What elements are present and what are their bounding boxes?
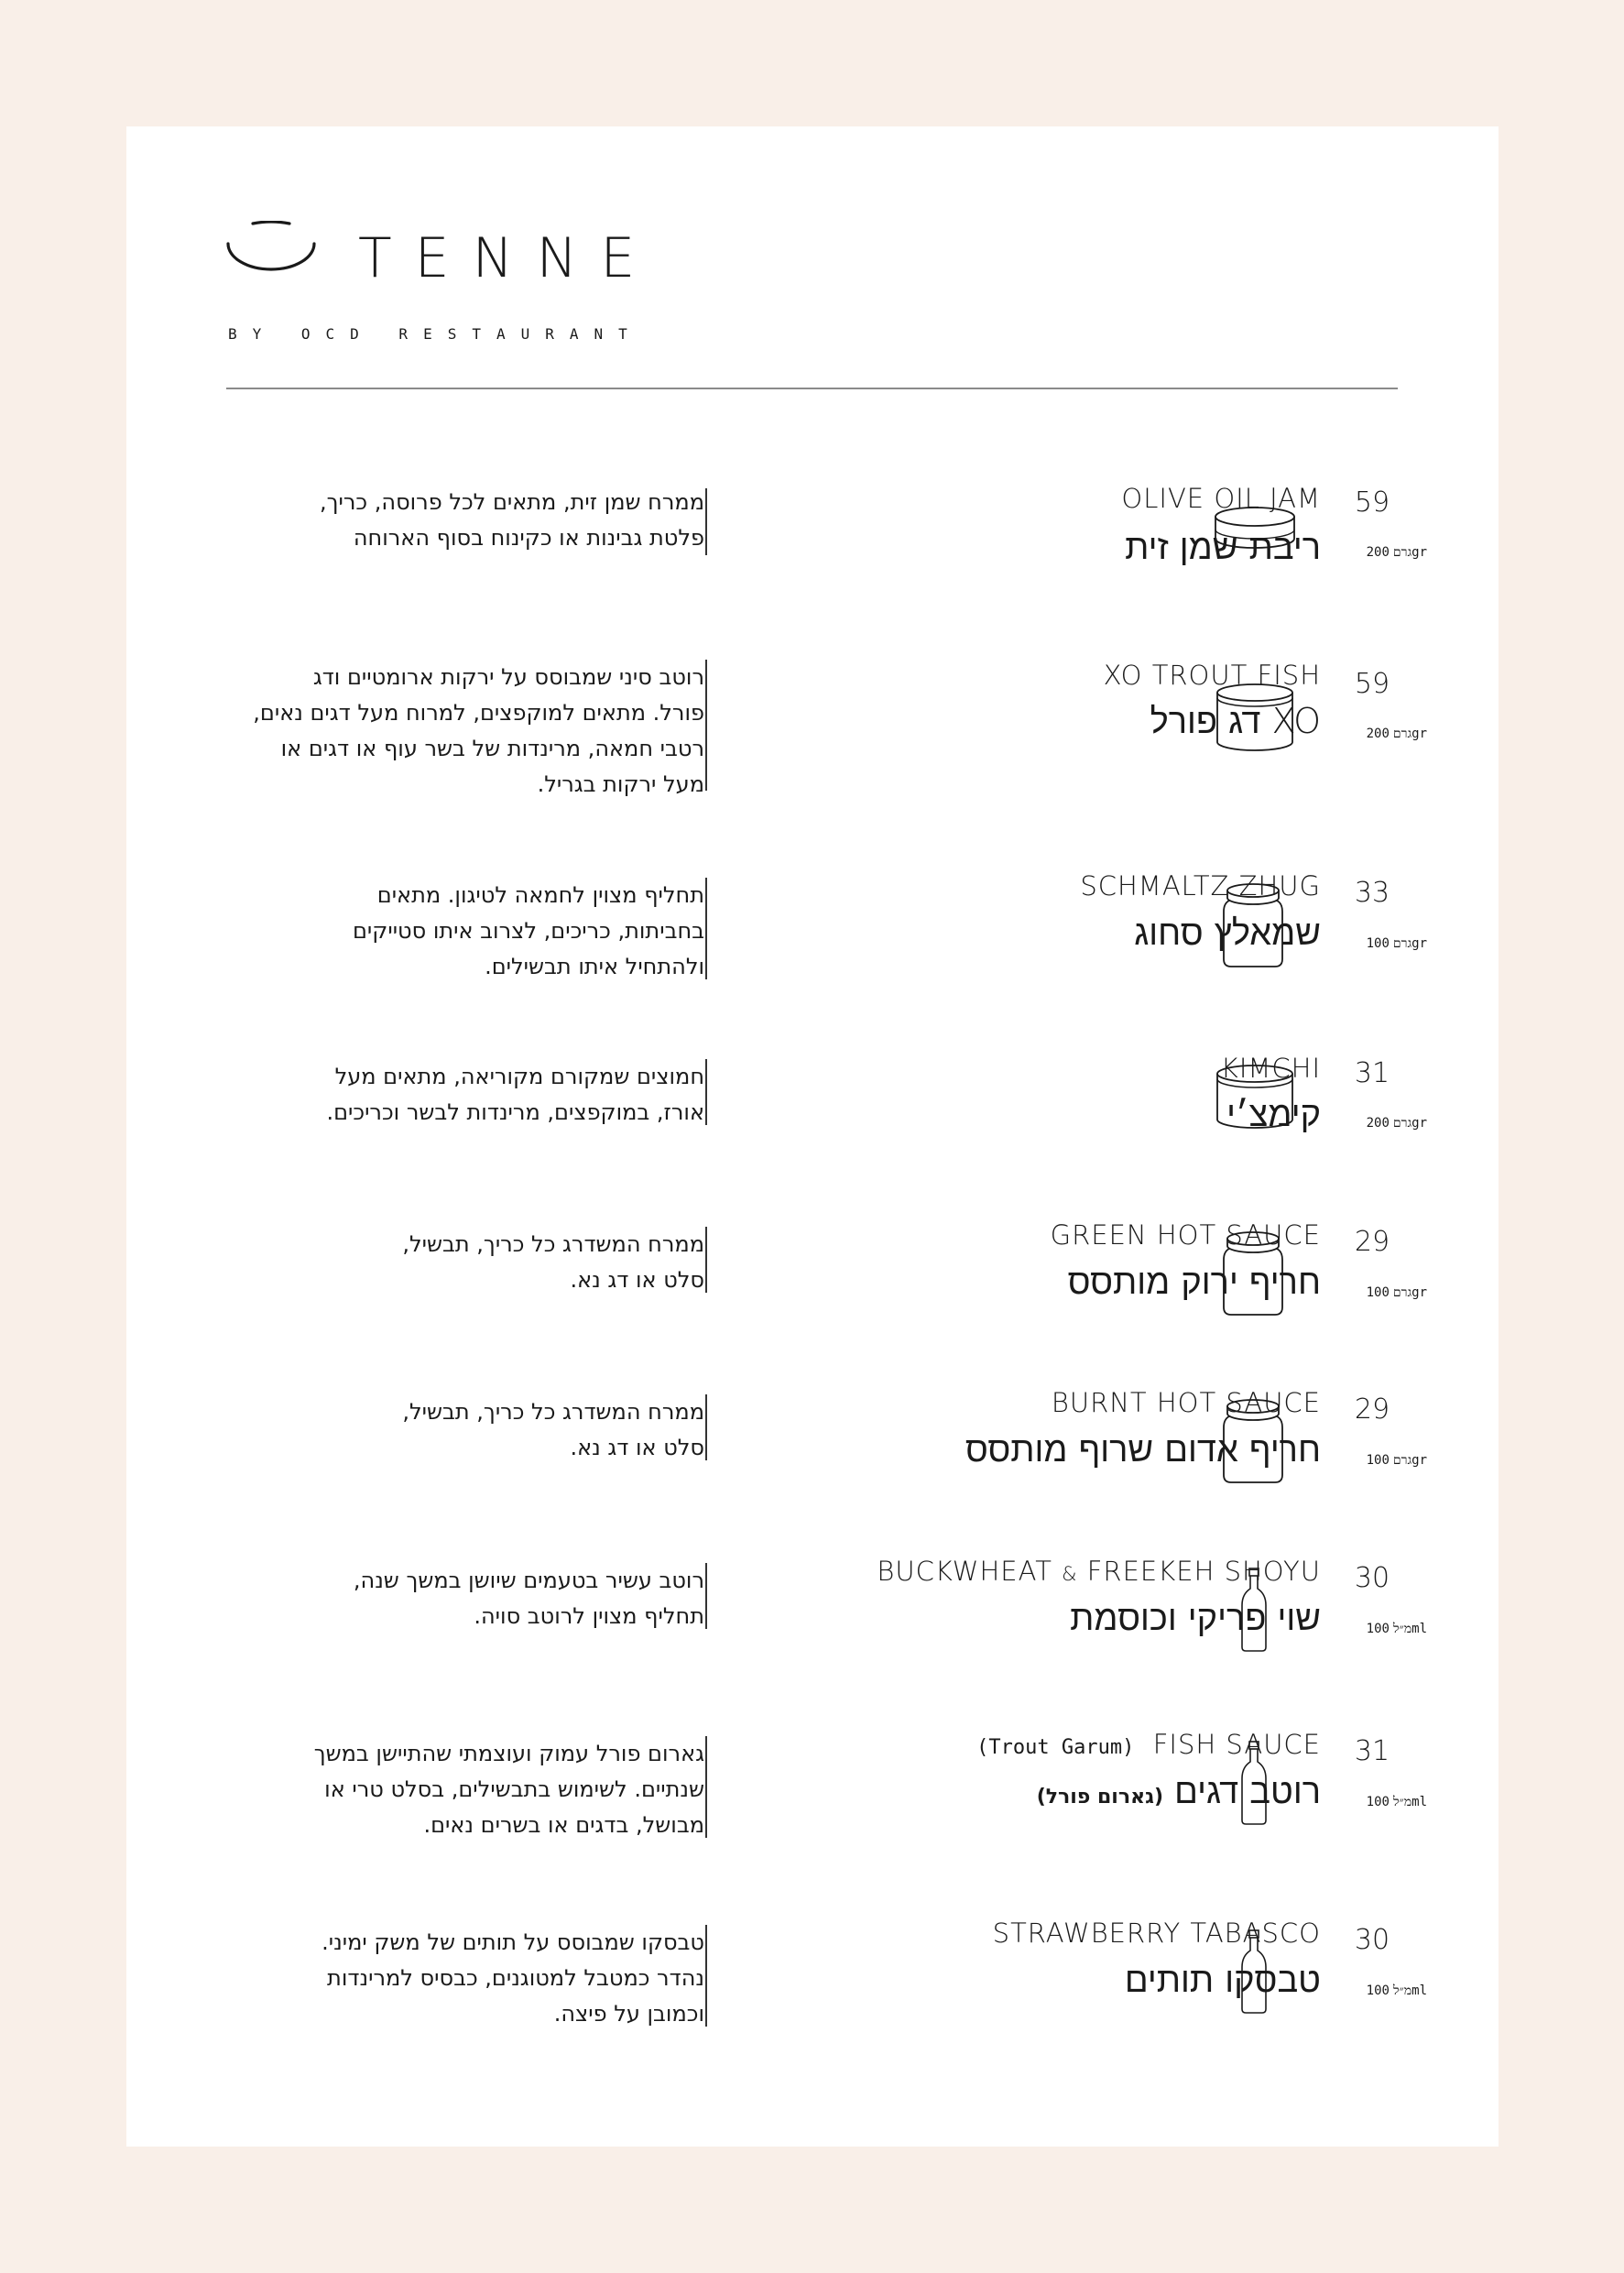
tin-icon — [1212, 1063, 1298, 1136]
jar-icon — [1221, 882, 1285, 970]
item-quantity: מ״ל100ml — [1366, 1983, 1427, 1998]
tenne-logo-icon — [225, 221, 317, 272]
item-name-he: חריף ירוק מותסס — [1067, 1262, 1321, 1302]
item-price: 30 — [1354, 1924, 1390, 1956]
item-price: 31 — [1354, 1735, 1390, 1767]
item-name-en: KIMCHI — [1220, 1053, 1321, 1084]
item-quantity: גרם100gr — [1366, 1453, 1427, 1468]
item-name-en: BUCKWHEAT & FREEKEH SHOYU — [877, 1556, 1321, 1587]
jar-icon — [1221, 1398, 1285, 1486]
tin-icon — [1212, 505, 1298, 556]
item-price: 29 — [1354, 1226, 1390, 1258]
item-quantity: גרם200gr — [1366, 1116, 1427, 1131]
item-name-he: קימצ׳י — [1226, 1094, 1321, 1134]
brand-tagline: BY OCD RESTAURANT — [228, 325, 643, 343]
item-price: 30 — [1354, 1562, 1390, 1594]
jar-icon — [1221, 1230, 1285, 1318]
item-price: 29 — [1354, 1393, 1390, 1426]
item-quantity: גרם200gr — [1366, 545, 1427, 560]
item-name-he: חריף אדום שרוף מותסס — [965, 1429, 1321, 1470]
item-name-en: SCHMALTZ ZHUG — [1080, 870, 1321, 902]
item-name-he: רוטב דגים (גארום פורל) — [1036, 1771, 1321, 1811]
item-quantity: גרם200gr — [1366, 727, 1427, 741]
item-name-he: XO דג פורל — [1150, 701, 1321, 741]
item-name-en: (Trout Garum) FISH SAUCE — [976, 1729, 1321, 1760]
item-description: ממרח המשדרג כל כריך, תבשיל, סלט או דג נא. — [402, 1231, 704, 1293]
item-price: 33 — [1354, 877, 1390, 909]
item-description: ממרח שמן זית, מתאים לכל פרוסה, כריך, פלטת גבינות או כקינוח בסוף הארוחה — [320, 489, 704, 551]
item-name-en: GREEN HOT SAUCE — [1050, 1219, 1321, 1251]
item-description: חמוצים שמקורם מקוריאה, מתאים מעל אורז, במוקפצים, מרינדות לבשר וכריכים. — [326, 1064, 704, 1125]
item-description: תחליף מצוין לחמאה לטיגון. מתאים בחביתות, כריכים, לצרוב איתו סטייקים ולהתחיל איתו תבשילים. — [353, 882, 704, 979]
item-price: 59 — [1354, 668, 1390, 700]
item-description: רוטב עשיר בטעמים שיושן במשך שנה, תחליף מצוין לרוטב סויה. — [353, 1568, 704, 1629]
menu-sheet — [126, 126, 1499, 2147]
tin-icon — [1212, 682, 1298, 759]
item-name-he: טבסקו תותים — [1124, 1960, 1321, 2000]
brand-name: TENNE — [358, 226, 659, 290]
item-name-he: שמאלץ סחוג — [1134, 912, 1321, 953]
item-description: טבסקו שמבוסס על תותים של משק ימיני. נהדר כמטבל למטוגנים, כבסיס למרינדות וכמובן על פיצה. — [322, 1929, 704, 2027]
item-quantity: מ״ל100ml — [1366, 1622, 1427, 1636]
bottle-icon — [1239, 1567, 1269, 1653]
item-quantity: גרם100gr — [1366, 1285, 1427, 1300]
item-price: 31 — [1354, 1057, 1390, 1089]
item-name-en: STRAWBERRY TABASCO — [992, 1918, 1321, 1949]
item-name-he: שוי פריקי וכוסמת — [1070, 1598, 1321, 1638]
item-name-en: XO TROUT FISH — [1103, 660, 1321, 691]
item-description: ממרח המשדרג כל כריך, תבשיל, סלט או דג נא. — [402, 1399, 704, 1460]
item-name-he: ריבת שמן זית — [1125, 527, 1321, 567]
item-description: גארום פורל עמוק ועוצמתי שהתיישן במשך שנתיים. לשימוש בתבשילים, בסלט טרי או מבושל, בדגים או בשרים נאים. — [313, 1741, 704, 1838]
item-name-en: BURNT HOT SAUCE — [1051, 1387, 1321, 1418]
item-quantity: גרם100gr — [1366, 936, 1427, 951]
item-description: רוטב סיני שמבוסס על ירקות ארומטיים ודג פורל. מתאים למוקפצים, למרוח מעל דגים נאים, רטבי חמאה, מרינדות של בשר עוף או דגים או מעל ירקות בגריל. — [253, 664, 704, 797]
header-divider — [226, 388, 1398, 389]
item-name-en: OLIVE OIL JAM — [1121, 483, 1321, 514]
bottle-icon — [1239, 1740, 1269, 1826]
item-quantity: מ״ל100ml — [1366, 1795, 1427, 1809]
bottle-icon — [1239, 1929, 1269, 2015]
item-price: 59 — [1354, 486, 1390, 519]
